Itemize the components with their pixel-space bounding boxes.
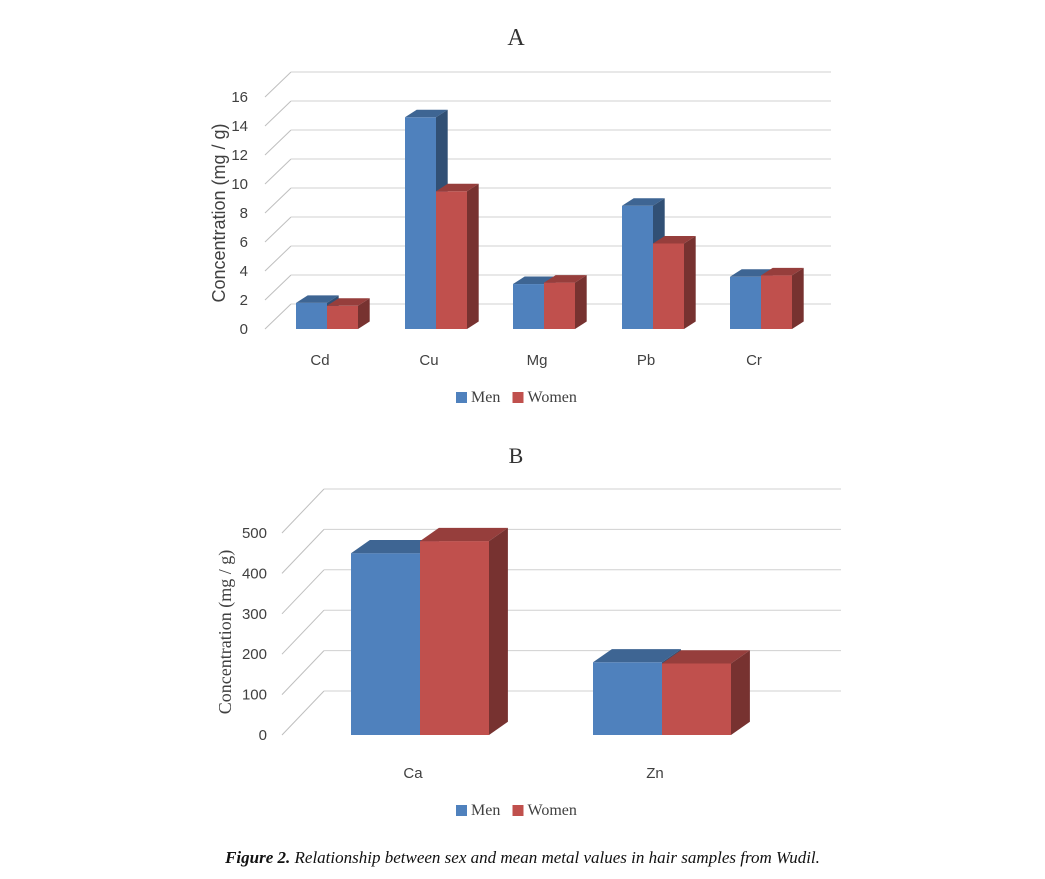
figure-caption [0, 848, 1045, 868]
bar-front [405, 117, 436, 329]
bar-women-zn [662, 650, 750, 735]
bar-front [436, 191, 467, 329]
gridline-diagonal [265, 275, 291, 300]
bar-front [296, 303, 327, 329]
bar-women-mg [544, 275, 587, 329]
gridline-diagonal [282, 529, 324, 573]
y-tick-label: 500 [241, 525, 267, 542]
y-tick-label: 100 [241, 686, 267, 704]
legend-label: Men [471, 389, 501, 406]
y-tick-label: 0 [258, 727, 267, 744]
gridline-diagonal [265, 159, 291, 184]
y-tick-label: 14 [231, 118, 248, 135]
y-tick-label: 6 [239, 234, 248, 251]
gridline-diagonal [265, 130, 291, 155]
bar-side [489, 528, 508, 735]
gridline-diagonal [282, 570, 324, 614]
bar-front [513, 284, 544, 329]
x-tick-label: Cr [746, 352, 762, 369]
y-tick-label: 16 [231, 89, 248, 106]
y-tick-label: 12 [231, 147, 248, 164]
bar-women-cu [436, 184, 479, 329]
x-tick-label: Mg [526, 352, 548, 369]
bar-women-ca [420, 528, 508, 735]
bar-front [351, 553, 420, 735]
bar-side [792, 268, 804, 329]
chart-title: B [508, 443, 524, 468]
y-axis-label: Concentration (mg / g) [215, 549, 235, 715]
bar-side [731, 650, 750, 735]
legend-swatch [456, 392, 467, 403]
y-tick-label: 8 [239, 205, 248, 222]
bar-side [684, 236, 696, 329]
y-tick-label: 10 [231, 176, 248, 193]
chart-A [209, 25, 831, 406]
caption-text: Relationship between sex and mean metal values in hair samples from Wudil. [294, 848, 820, 867]
x-tick-label: Cu [419, 352, 439, 369]
bar-front [544, 283, 575, 329]
bar-front [593, 662, 662, 735]
legend-label: Men [471, 802, 501, 819]
x-tick-label: Zn [646, 765, 664, 782]
bar-front [653, 243, 684, 329]
chart-B [215, 443, 841, 819]
x-tick-label: Ca [403, 765, 423, 782]
gridline-diagonal [282, 489, 324, 533]
y-tick-label: 300 [241, 605, 267, 623]
y-axis-label: Concentration (mg / g) [209, 123, 229, 303]
bar-side [575, 275, 587, 329]
y-tick-label: 0 [239, 321, 248, 338]
x-tick-label: Cd [310, 352, 330, 369]
bar-women-cr [761, 268, 804, 329]
x-tick-label: Pb [636, 352, 656, 369]
bar-front [761, 275, 792, 329]
gridline-diagonal [265, 101, 291, 126]
legend-swatch [456, 805, 467, 816]
gridline-diagonal [265, 188, 291, 213]
gridline-diagonal [282, 691, 324, 735]
caption-label: Figure 2. [225, 848, 291, 867]
gridline-diagonal [265, 246, 291, 271]
gridline-diagonal [265, 217, 291, 242]
legend-swatch [513, 392, 524, 403]
legend-swatch [513, 805, 524, 816]
gridline-diagonal [265, 72, 291, 97]
chart-title: A [507, 25, 525, 51]
legend-label: Women [527, 802, 577, 819]
bar-front [622, 206, 653, 329]
bar-side [467, 184, 479, 329]
y-tick-label: 400 [241, 565, 267, 583]
bar-front [420, 541, 489, 735]
legend-label: Women [527, 389, 577, 406]
gridline-diagonal [282, 651, 324, 695]
y-tick-label: 200 [241, 646, 267, 664]
gridline-diagonal [282, 610, 324, 654]
y-tick-label: 2 [239, 292, 248, 309]
y-tick-label: 4 [239, 263, 248, 280]
bar-front [662, 663, 731, 735]
bar-women-cd [327, 298, 370, 329]
gridline-diagonal [265, 304, 291, 329]
bar-front [327, 306, 358, 329]
bar-women-pb [653, 236, 696, 329]
bar-front [730, 277, 761, 329]
